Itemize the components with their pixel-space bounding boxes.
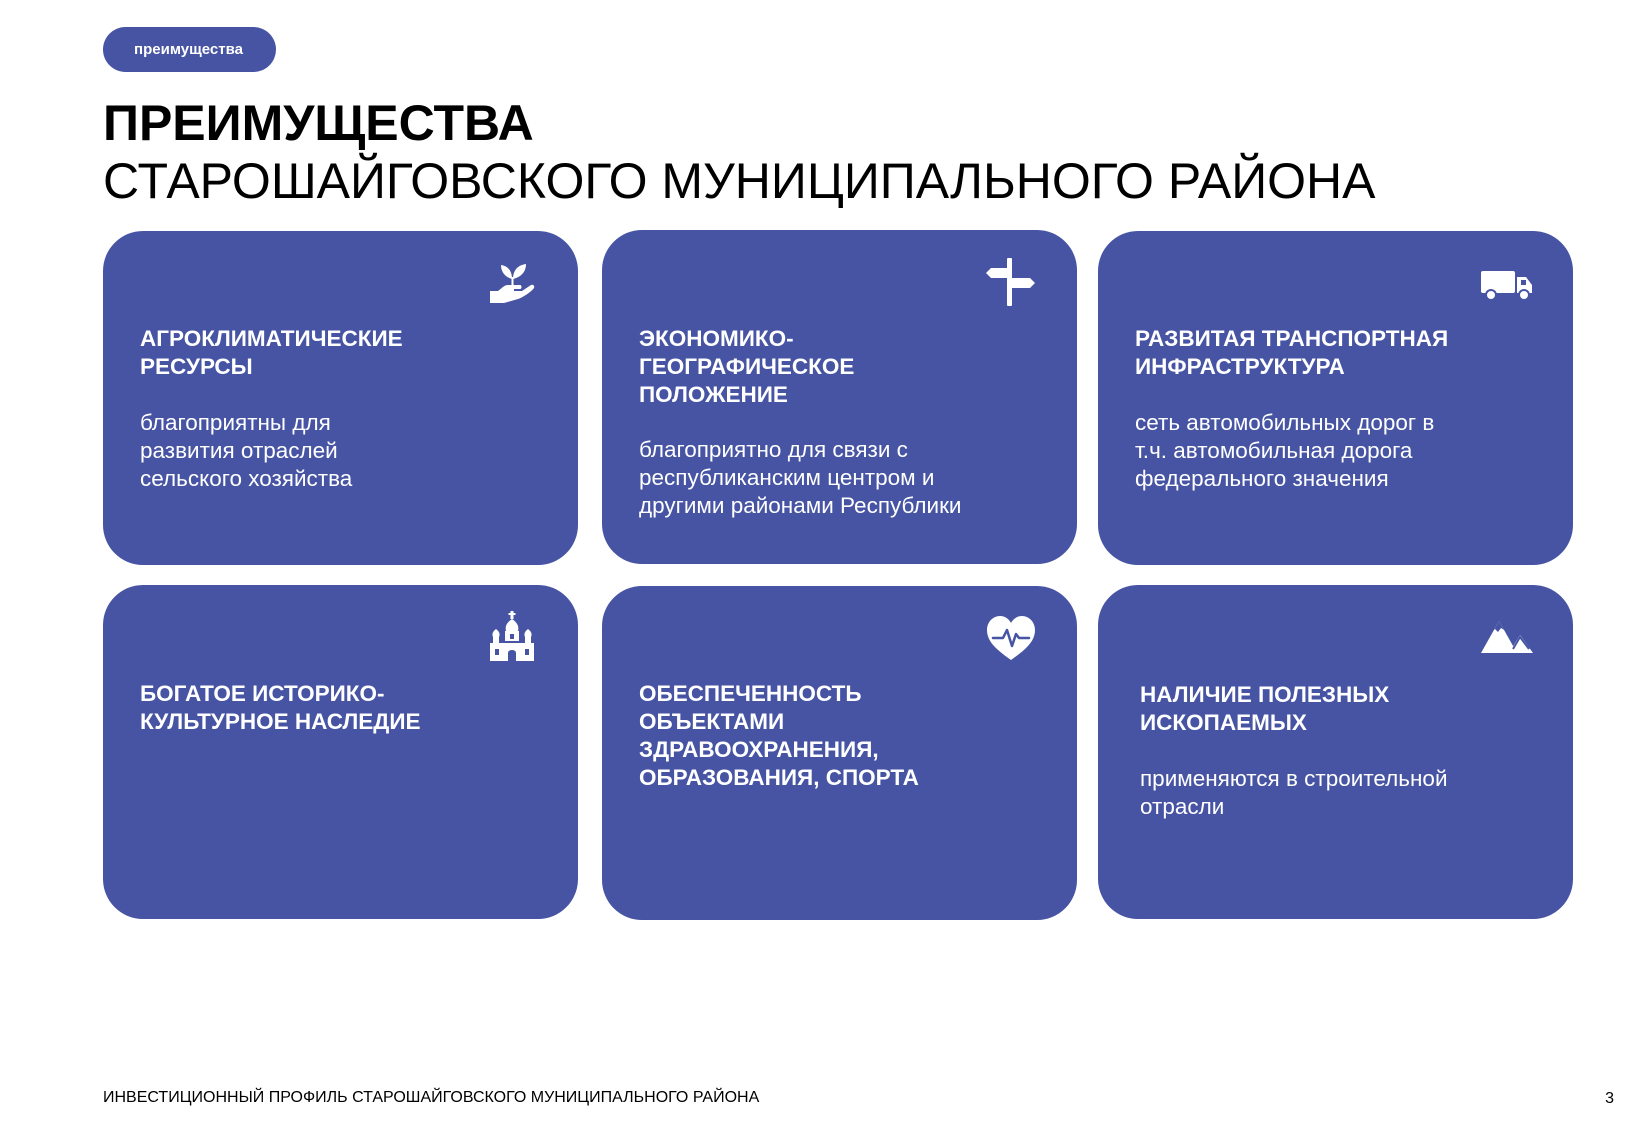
card-heading: НАЛИЧИЕ ПОЛЕЗНЫХ ИСКОПАЕМЫХ <box>1140 682 1390 735</box>
card-description: благоприятно для связи с республиканским центром и другими районами Республики <box>639 437 962 518</box>
card-heading: ОБЕСПЕЧЕННОСТЬ ОБЪЕКТАМИ ЗДРАВООХРАНЕНИЯ, ОБРАЗОВАНИЯ, СПОРТА <box>639 681 919 790</box>
advantage-card-minerals <box>1098 585 1573 919</box>
truck-icon <box>1479 255 1535 311</box>
mountains-icon <box>1479 609 1535 665</box>
card-description: сеть автомобильных дорог в т.ч. автомобильная дорога федерального значения <box>1135 410 1435 491</box>
advantage-card-heritage <box>103 585 578 919</box>
card-heading: БОГАТОЕ ИСТОРИКО-КУЛЬТУРНОЕ НАСЛЕДИЕ <box>140 681 421 734</box>
advantage-card-agroclimate <box>103 231 578 565</box>
card-heading: РАЗВИТАЯ ТРАНСПОРТНАЯ ИНФРАСТРУКТУРА <box>1135 326 1449 379</box>
heart-pulse-icon <box>983 610 1039 666</box>
page-title: ПРЕИМУЩЕСТВА <box>103 95 534 151</box>
section-tag: преимущества <box>103 27 276 72</box>
advantage-card-transport <box>1098 231 1573 565</box>
card-description: применяются в строительной отрасли <box>1140 766 1448 819</box>
hand-sprout-icon <box>484 255 540 311</box>
card-heading: АГРОКЛИМАТИЧЕСКИЕ РЕСУРСЫ <box>140 326 403 379</box>
footer-document-title: ИНВЕСТИЦИОННЫЙ ПРОФИЛЬ СТАРОШАЙГОВСКОГО МУНИЦИПАЛЬНОГО РАЙОНА <box>103 1089 760 1106</box>
advantage-card-geography <box>602 230 1077 564</box>
page-subtitle: СТАРОШАЙГОВСКОГО МУНИЦИПАЛЬНОГО РАЙОНА <box>103 153 1376 209</box>
signpost-icon <box>983 254 1039 310</box>
card-description: благоприятны для развития отраслей сельского хозяйства <box>140 410 353 491</box>
page-number: 3 <box>1605 1090 1614 1107</box>
card-heading: ЭКОНОМИКО-ГЕОГРАФИЧЕСКОЕ ПОЛОЖЕНИЕ <box>639 326 855 407</box>
church-icon <box>484 609 540 665</box>
advantage-card-social-infrastructure <box>602 586 1077 920</box>
